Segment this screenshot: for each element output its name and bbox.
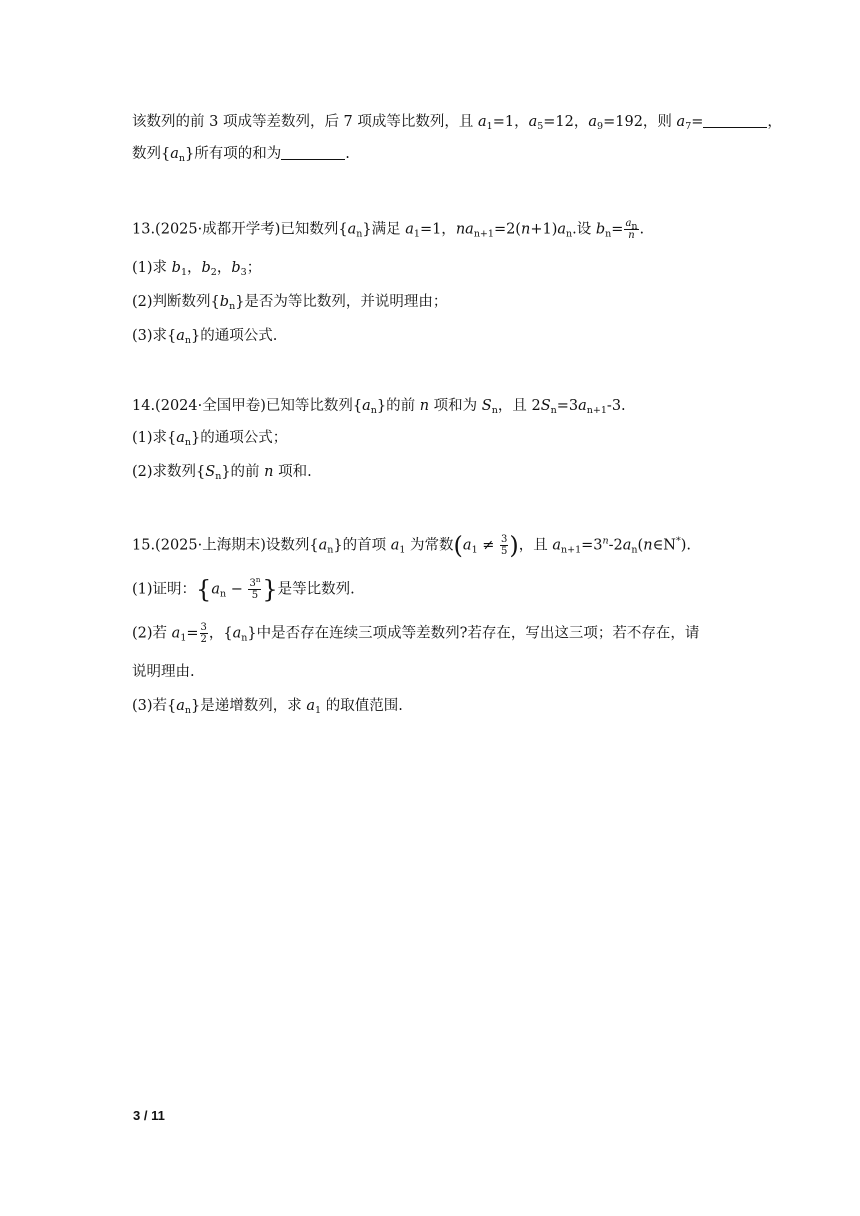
math-var: a [171, 625, 181, 642]
q14-stem [132, 396, 626, 416]
text: }是递增数列，求 [191, 698, 307, 714]
math-sub: n [215, 471, 222, 482]
q13-part-3 [132, 326, 277, 346]
math-var: b [231, 260, 241, 276]
math-var: b [219, 294, 230, 310]
math-var: S [205, 464, 216, 480]
text: 该数列的前 3 项成等差数列，后 7 项成等比数列，且 [132, 114, 478, 130]
text: . [345, 146, 350, 162]
text: }满足 [362, 221, 406, 238]
text: +1) [530, 221, 558, 238]
math-var: b [171, 260, 181, 276]
minus-sign: − [226, 581, 248, 598]
text: ，且 [518, 537, 553, 554]
text: (1)求 [132, 260, 172, 276]
text: 13.(2025·成都开学考)已知数列{ [132, 221, 348, 238]
math-var: a [176, 328, 185, 344]
math-var: n [520, 221, 531, 238]
text: }的前 [376, 398, 420, 414]
right-brace: } [262, 575, 278, 604]
math-var: n [455, 221, 466, 238]
text: =2( [493, 221, 521, 238]
math-var: n [628, 230, 635, 241]
q14-part-2 [132, 462, 312, 482]
text: 说明理由. [132, 664, 195, 680]
text: =12， [543, 114, 589, 130]
text: (2)判断数列{ [132, 294, 220, 310]
text: 是等比数列. [277, 581, 355, 598]
text: =3 [581, 537, 603, 554]
q12-line-1 [132, 112, 782, 132]
text: (2)求数列{ [132, 464, 206, 480]
math-var: a [306, 698, 316, 714]
text: 项和为 [429, 398, 482, 414]
math-sup: n [602, 535, 609, 547]
q15-part-2-cont [132, 662, 195, 682]
math-var: a [588, 114, 598, 130]
numerator: 3 [501, 534, 508, 545]
answer-blank-sum[interactable] [281, 145, 345, 160]
math-var: a [176, 430, 185, 446]
q14-part-1 [132, 428, 287, 448]
text: =1， [419, 221, 456, 238]
text: -2 [608, 537, 623, 554]
q15-stem [132, 531, 692, 560]
text: ，且 2 [497, 398, 541, 414]
text: =3 [556, 398, 579, 414]
math-var: a [211, 581, 220, 598]
math-var: a [462, 537, 472, 554]
text: }的前 [221, 464, 265, 480]
math-sub: 3 [240, 267, 247, 278]
math-sub: n [219, 588, 227, 600]
left-brace: { [196, 575, 212, 604]
math-sub: n+1 [473, 228, 494, 240]
text: ， [216, 260, 232, 276]
numerator: 3 [249, 578, 256, 589]
text: =192，则 [603, 114, 677, 130]
math-sub: n [550, 405, 557, 416]
math-sub: n [178, 153, 186, 164]
text: 数列{ [132, 146, 171, 162]
math-sub: n [184, 335, 192, 346]
text: . [639, 221, 645, 238]
math-sub: n [184, 705, 192, 716]
text: 项和. [273, 464, 312, 480]
math-var: a [676, 114, 686, 130]
text: }是否为等比数列，并说明理由； [235, 294, 448, 310]
right-paren: ) [509, 531, 519, 560]
math-sub: 1 [315, 705, 322, 716]
math-var: S [481, 398, 492, 414]
math-var: S [540, 398, 551, 414]
math-sup: n [255, 576, 261, 584]
text: 的取值范围. [321, 698, 403, 714]
not-equal-sign: ≠ [477, 537, 499, 554]
text: (1)求{ [132, 430, 177, 446]
math-sub: 9 [597, 121, 604, 132]
math-var: a [170, 146, 179, 162]
text: }所有项的和为 [185, 146, 282, 162]
math-sub: n [327, 544, 334, 556]
math-sub: 1 [399, 544, 406, 556]
text: ， [187, 260, 202, 276]
math-sub: n [566, 228, 573, 240]
text: =1， [492, 114, 529, 130]
math-sub: n+1 [586, 405, 607, 416]
math-var: b [201, 260, 211, 276]
q12-line-2 [132, 144, 350, 164]
text: 为常数 [405, 537, 454, 554]
text: (3)求{ [132, 328, 177, 344]
math-sub: 1 [486, 121, 493, 132]
math-var: a [347, 221, 357, 238]
numerator: 3 [200, 622, 207, 633]
math-sub: n+1 [561, 544, 582, 556]
math-var: a [478, 114, 487, 130]
text: }的通项公式. [191, 328, 278, 344]
q13-part-1 [132, 258, 261, 278]
q15-part-3 [132, 696, 403, 716]
math-var: a [622, 537, 632, 554]
math-var: a [232, 625, 242, 642]
math-sub: 2 [210, 267, 217, 278]
math-sub: 7 [685, 121, 692, 132]
math-sub: 5 [537, 121, 544, 132]
math-var: a [318, 537, 328, 554]
math-var: a [578, 398, 587, 414]
text: = [691, 114, 704, 130]
denominator: 5 [251, 590, 259, 601]
math-sub: n [370, 405, 377, 416]
left-paren: ( [453, 531, 463, 560]
math-var: a [390, 537, 400, 554]
text: 15.(2025·上海期末)设数列{ [132, 537, 319, 554]
math-var: a [625, 218, 632, 229]
fraction-3-over-5 [500, 534, 508, 557]
text: }中是否存在连续三项成等差数列?若存在，写出这三项；若不存在，请 [247, 625, 700, 642]
text: ). [680, 537, 692, 554]
math-sub: n [631, 221, 638, 232]
math-sub: n [229, 301, 236, 312]
text: ； [246, 260, 262, 276]
denominator: 5 [501, 546, 508, 557]
math-var: n [419, 398, 430, 414]
text: 14.(2024·全国甲卷)已知等比数列{ [132, 398, 363, 414]
math-sub: 1 [471, 544, 478, 556]
q15-part-1 [132, 575, 355, 604]
fraction-3-over-2 [200, 622, 208, 645]
page-number: 3 / 11 [133, 1108, 165, 1123]
math-var: a [528, 114, 538, 130]
fraction-3n-over-5 [248, 578, 261, 601]
text: = [186, 625, 199, 642]
text: (1)证明： [132, 581, 197, 598]
denominator: 2 [200, 634, 207, 645]
text: .设 [572, 221, 596, 238]
answer-blank-a7[interactable] [703, 113, 767, 128]
q13-part-2 [132, 292, 447, 312]
math-var: b [595, 221, 606, 238]
math-var: n [264, 464, 274, 480]
math-var: a [552, 537, 562, 554]
math-var: a [405, 221, 414, 238]
text: }的通项公式； [191, 430, 288, 446]
math-sup: * [675, 535, 681, 547]
text: (2)若 [132, 625, 172, 642]
math-sub: n [241, 632, 248, 644]
math-sub: n [491, 405, 498, 416]
math-sub: n [356, 228, 363, 240]
math-sub: n [184, 437, 192, 448]
text: = [611, 221, 624, 238]
math-sub: n [605, 228, 612, 240]
math-var: a [465, 221, 474, 238]
math-sub: n [631, 544, 638, 556]
math-sub: 1 [180, 267, 187, 278]
text: -3. [606, 398, 626, 414]
fraction-an-over-n [624, 218, 638, 241]
math-var: a [557, 221, 567, 238]
text: ∈N [652, 537, 676, 554]
text: ( [637, 537, 644, 554]
text: ， [767, 114, 782, 130]
text: ，{ [208, 625, 233, 642]
math-var: a [362, 398, 371, 414]
q15-part-2 [132, 622, 699, 645]
math-var: n [643, 537, 653, 554]
text: (3)若{ [132, 698, 177, 714]
text: }的首项 [333, 537, 391, 554]
q13-stem [132, 218, 644, 241]
math-var: a [176, 698, 185, 714]
math-sub: 1 [413, 228, 420, 240]
math-sub: 1 [180, 632, 187, 644]
